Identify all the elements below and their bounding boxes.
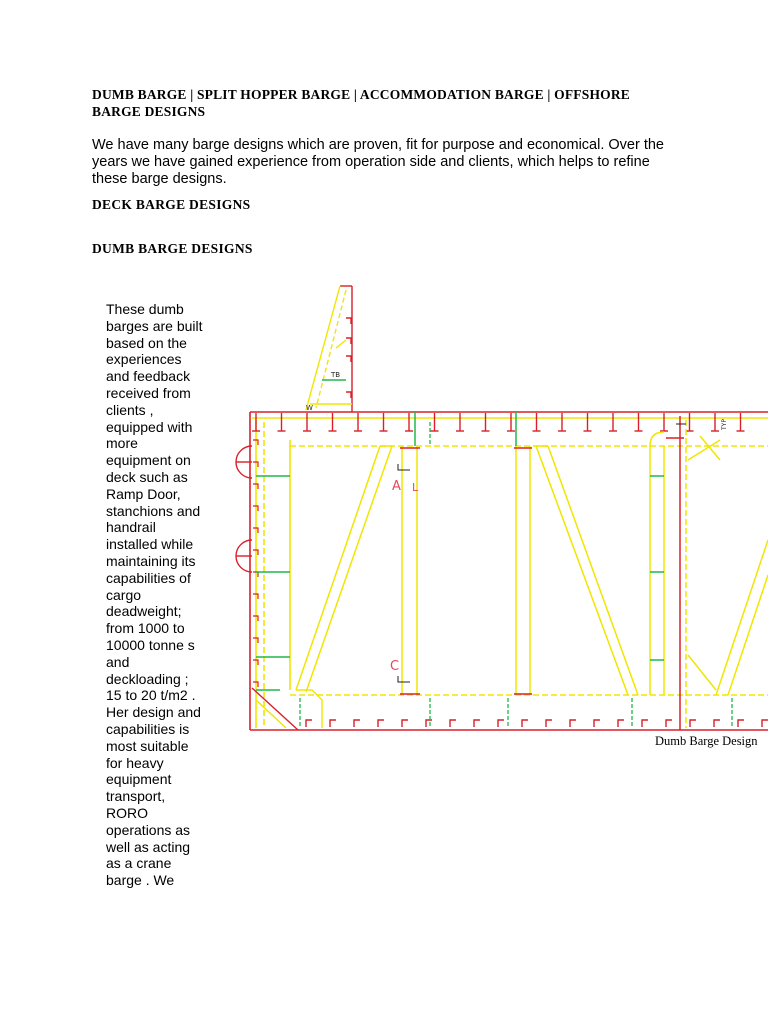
- column-bands: [400, 438, 684, 694]
- bottom-frame-mark: [666, 720, 672, 727]
- bottom-frame-mark: [306, 720, 312, 727]
- label-tb: TB: [331, 371, 341, 379]
- body-paragraph: These dumb barges are built based on the experiences and feedback received from clients , equipped with more equipment on deck such as Ramp Door, stanchions and handrail installed while maintaining its capabilities of cargo deadweight; from 1000 to 10000 tonne s and deckloading ; 15 to 20 t/m2 . Her design and capabilities is most suitable for heavy equipment transport, RORO operations as well as acting as a crane barge . We: [106, 301, 203, 889]
- deck-outline: [250, 412, 768, 730]
- body-text-column: [106, 301, 206, 889]
- bottom-frame-mark: [498, 720, 504, 727]
- bottom-frame-mark: [570, 720, 576, 727]
- bottom-frame-mark: [594, 720, 600, 727]
- bottom-frame-mark: [546, 720, 552, 727]
- bottom-frame-mark: [738, 720, 744, 727]
- label-w: W: [306, 404, 313, 412]
- bottom-frame-mark: [426, 720, 432, 727]
- bottom-frame-mark: [378, 720, 384, 727]
- section-label-a: A: [392, 479, 401, 494]
- heading-deck-barge-designs: DECK BARGE DESIGNS: [92, 197, 251, 212]
- section-label-c: C: [390, 659, 400, 674]
- intro-paragraph: We have many barge designs which are proven, fit for purpose and economical. Over the years we have gained experience from operation side and clients, which helps to refine these barge designs.: [92, 137, 664, 187]
- ramp-door: [306, 286, 352, 412]
- bottom-frame-mark: [402, 720, 408, 727]
- bottom-frame-mark: [354, 720, 360, 727]
- section-label-l: L: [412, 481, 419, 494]
- bottom-frame-mark: [762, 720, 768, 727]
- barge-structural-drawing: [230, 280, 768, 740]
- vertical-columns: [402, 412, 720, 730]
- figure-caption: Dumb Barge Design: [655, 734, 758, 748]
- bottom-frame-mark: [522, 720, 528, 727]
- bottom-frame-mark: [714, 720, 720, 727]
- diagonal-struts: [296, 446, 768, 695]
- deck-stanchions: [252, 413, 745, 431]
- bottom-frame-mark: [690, 720, 696, 727]
- left-stiffeners: [256, 476, 290, 690]
- heading-dumb-barge-designs: DUMB BARGE DESIGNS: [92, 241, 253, 256]
- bottom-frame-marks: [306, 720, 768, 727]
- bottom-frame-mark: [450, 720, 456, 727]
- bottom-frame-mark: [330, 720, 336, 727]
- label-typ: TYP: [721, 419, 728, 430]
- bottom-frame-mark: [642, 720, 648, 727]
- bottom-frame-mark: [474, 720, 480, 727]
- bottom-frame-mark: [618, 720, 624, 727]
- document-title: DUMB BARGE | SPLIT HOPPER BARGE | ACCOMMODATION BARGE | OFFSHORE BARGE DESIGNS: [92, 87, 631, 119]
